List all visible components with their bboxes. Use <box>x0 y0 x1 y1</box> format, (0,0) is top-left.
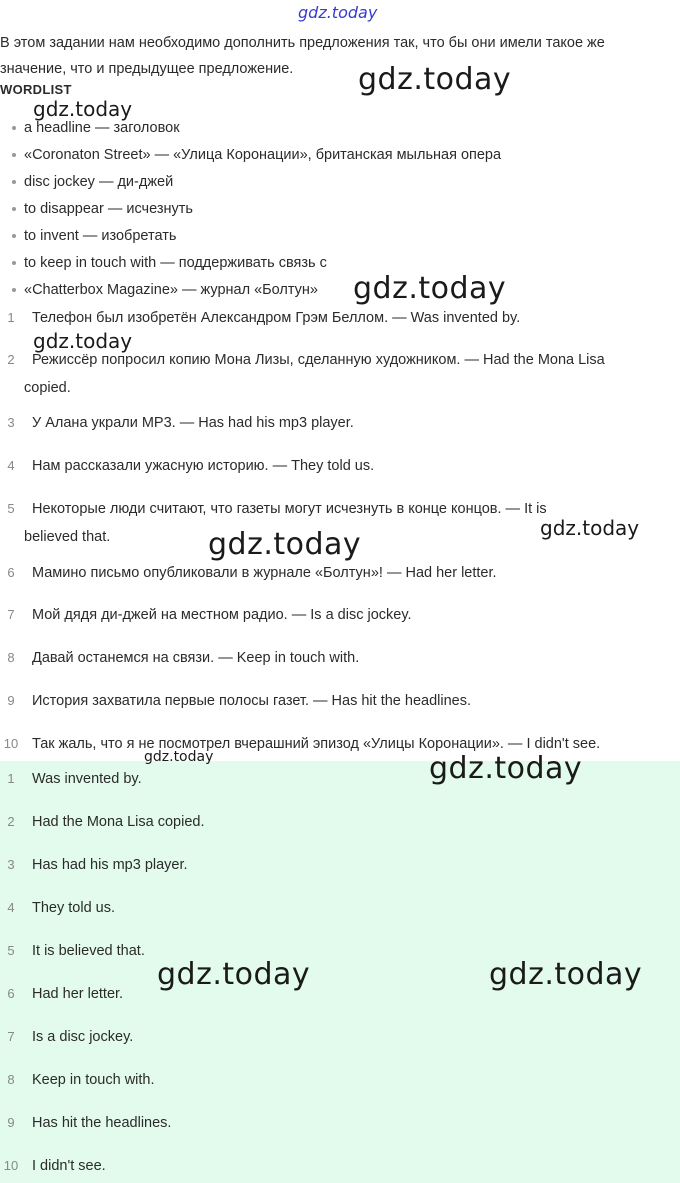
answer-text: Had her letter. <box>32 986 124 1002</box>
question-text: Некоторые люди считают, что газеты могут исчезнуть в конце концов. — It is <box>32 501 547 517</box>
question-item <box>0 304 678 332</box>
question-item <box>0 495 678 551</box>
item-number: 2 <box>7 814 15 829</box>
watermark: gdz.today <box>144 749 214 765</box>
answer-item <box>0 980 123 1008</box>
bullet-icon <box>12 153 16 157</box>
wordlist-item <box>12 115 180 142</box>
item-number: 1 <box>7 310 15 325</box>
question-item <box>0 559 678 587</box>
bullet-icon <box>12 126 16 130</box>
item-number: 8 <box>7 1072 15 1087</box>
question-text: История захватила первые полосы газет. — Has hit the headlines. <box>32 693 471 709</box>
item-number: 10 <box>3 1158 19 1173</box>
item-number: 2 <box>7 352 15 367</box>
question-text: Мой дядя ди-джей на местном радио. — Is a disc jockey. <box>32 607 412 623</box>
wordlist-item-text: to keep in touch with — поддерживать связь с <box>24 255 327 271</box>
question-text: Нам рассказали ужасную историю. — They told us. <box>32 458 375 474</box>
item-number: 4 <box>7 458 15 473</box>
item-number: 5 <box>7 501 15 516</box>
answer-text: Keep in touch with. <box>32 1072 155 1088</box>
question-text: Так жаль, что я не посмотрел вчерашний эпизод «Улицы Коронации». — I didn't see. <box>32 736 601 752</box>
question-text-continued: believed that. <box>24 529 111 545</box>
question-item <box>0 601 678 629</box>
watermark: gdz.today <box>33 97 133 121</box>
bullet-icon <box>12 234 16 238</box>
bullet-icon <box>12 261 16 265</box>
question-text: Давай останемся на связи. — Keep in touch with. <box>32 650 360 666</box>
watermark: gdz.today <box>33 329 133 353</box>
item-number: 6 <box>7 986 15 1001</box>
wordlist-item <box>12 196 193 223</box>
bullet-icon <box>12 207 16 211</box>
wordlist-item <box>12 169 173 196</box>
item-number: 5 <box>7 943 15 958</box>
watermark: gdz.today <box>208 527 362 562</box>
wordlist-item-text: «Chatterbox Magazine» — журнал «Болтун» <box>24 282 319 298</box>
answer-item <box>0 894 115 922</box>
bullet-icon <box>12 180 16 184</box>
item-number: 8 <box>7 650 15 665</box>
answer-item <box>0 1023 133 1051</box>
question-text: У Алана украли MP3. — Has had his mp3 player. <box>32 415 354 431</box>
answer-text: Has hit the headlines. <box>32 1115 172 1131</box>
watermark: gdz.today <box>489 957 643 992</box>
wordlist-item-text: disc jockey — ди-джей <box>24 174 174 190</box>
watermark: gdz.today <box>157 957 311 992</box>
item-number: 10 <box>3 736 19 751</box>
answer-text: Is a disc jockey. <box>32 1029 134 1045</box>
item-number: 7 <box>7 1029 15 1044</box>
answer-item <box>0 1066 155 1094</box>
question-item <box>0 687 678 715</box>
question-text-continued: copied. <box>24 380 71 396</box>
answer-text: Had the Mona Lisa copied. <box>32 814 205 830</box>
question-text: Режиссёр попросил копию Мона Лизы, сделанную художником. — Had the Mona Lisa <box>32 352 605 368</box>
answers-panel <box>0 761 680 1183</box>
answer-text: Was invented by. <box>32 771 142 787</box>
wordlist-item <box>12 142 501 169</box>
wordlist-item <box>12 277 318 304</box>
watermark: gdz.today <box>358 62 512 97</box>
item-number: 4 <box>7 900 15 915</box>
wordlist-item-text: «Coronaton Street» — «Улица Коронации», британская мыльная опера <box>24 147 502 163</box>
intro-text: В этом задании нам необходимо дополнить предложения так, что бы они имели такое же значение, что и предыдущее предложение. <box>0 35 605 77</box>
item-number: 9 <box>7 1115 15 1130</box>
answer-text: I didn't see. <box>32 1158 106 1174</box>
answer-item <box>0 937 145 965</box>
question-item <box>0 346 678 402</box>
wordlist-item <box>12 223 176 250</box>
item-number: 6 <box>7 565 15 580</box>
question-item <box>0 730 678 758</box>
item-number: 3 <box>7 415 15 430</box>
question-text: Мамино письмо опубликовали в журнале «Болтун»! — Had her letter. <box>32 565 497 581</box>
answer-text: It is believed that. <box>32 943 145 959</box>
item-number: 3 <box>7 857 15 872</box>
item-number: 9 <box>7 693 15 708</box>
watermark: gdz.today <box>429 751 583 786</box>
question-item <box>0 644 678 672</box>
answer-item <box>0 1152 106 1180</box>
answer-text: Has had his mp3 player. <box>32 857 188 873</box>
wordlist-item-text: to invent — изобретать <box>24 228 177 244</box>
answer-item <box>0 765 142 793</box>
item-number: 1 <box>7 771 15 786</box>
answer-item <box>0 851 188 879</box>
answer-item <box>0 1109 171 1137</box>
answer-item <box>0 808 205 836</box>
wordlist-item <box>12 250 327 277</box>
wordlist-item-text: to disappear — исчезнуть <box>24 201 193 217</box>
watermark: gdz.today <box>353 271 507 306</box>
answer-text: They told us. <box>32 900 116 916</box>
wordlist-item-text: a headline — заголовок <box>24 120 180 136</box>
question-item <box>0 452 678 480</box>
watermark: gdz.today <box>540 516 640 540</box>
wordlist-title: WORDLIST <box>0 82 72 97</box>
bullet-icon <box>12 288 16 292</box>
item-number: 7 <box>7 607 15 622</box>
question-text: Телефон был изобретён Александром Грэм Беллом. — Was invented by. <box>32 310 521 326</box>
question-item <box>0 409 678 437</box>
watermark-top: gdz.today <box>298 3 378 22</box>
